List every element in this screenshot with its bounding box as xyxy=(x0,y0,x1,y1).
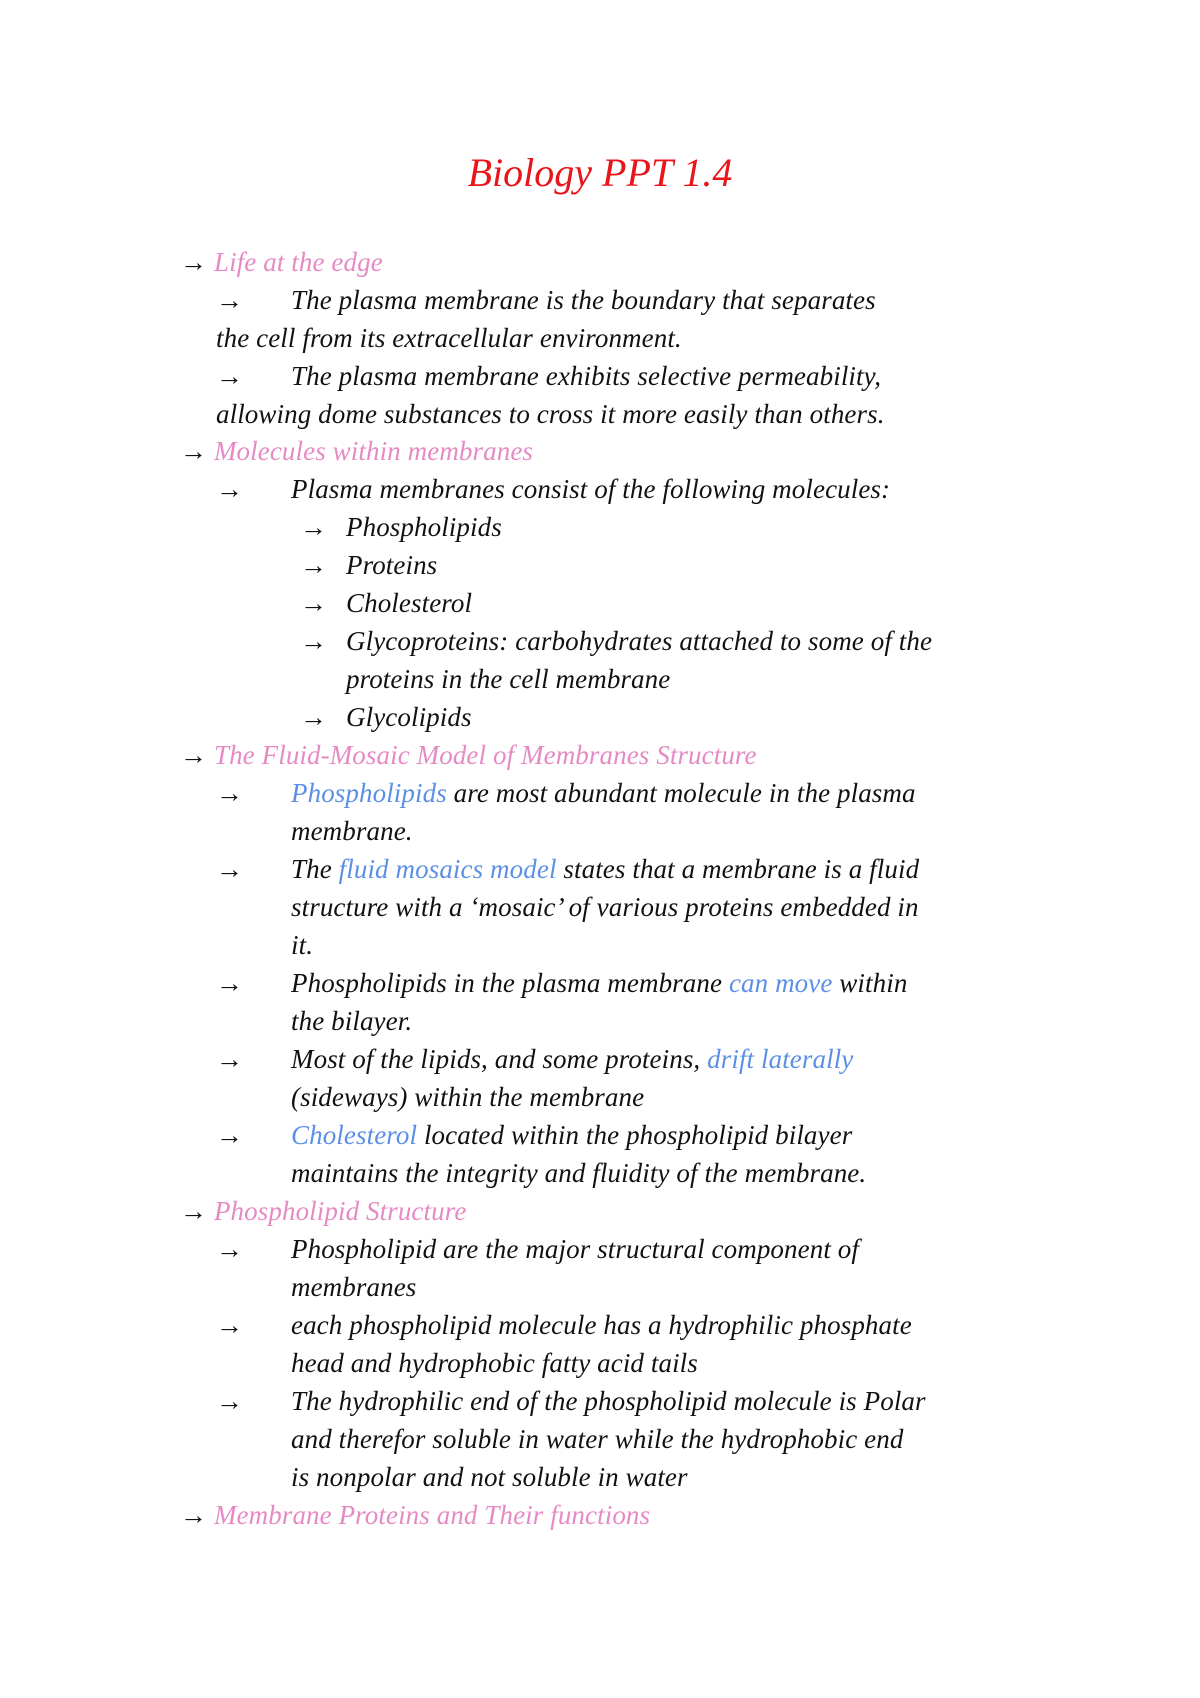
sub-bullet xyxy=(300,698,327,736)
arrow-icon: → xyxy=(300,588,328,618)
sub-bullet-text: proteins in the cell membrane xyxy=(346,664,671,694)
sub-bullet-text: Glycolipids xyxy=(346,702,472,732)
arrow-icon: → xyxy=(180,247,208,277)
bullet-line xyxy=(216,964,243,1002)
heading-text: Molecules within membranes xyxy=(213,436,534,466)
sub-bullet-text: Glycoproteins: carbohydrates attached to some of the xyxy=(346,626,933,656)
arrow-icon: → xyxy=(300,512,328,542)
bullet-text: The plasma membrane is the boundary that separates xyxy=(291,285,876,315)
bullet-line xyxy=(216,850,243,888)
arrow-icon: → xyxy=(300,626,328,656)
highlighted-term: fluid mosaics model xyxy=(338,854,557,884)
arrow-icon: → xyxy=(216,1044,244,1074)
text-run: states that a membrane is a fluid xyxy=(556,854,920,884)
bullet-text: is nonpolar and not soluble in water xyxy=(291,1462,688,1492)
sub-bullet-text: Proteins xyxy=(346,550,438,580)
bullet-line xyxy=(216,774,243,812)
arrow-icon: → xyxy=(216,1120,244,1150)
bullet-line xyxy=(216,1116,243,1154)
sub-bullet-text: Cholesterol xyxy=(346,588,473,618)
bullet-line xyxy=(216,1382,243,1420)
text-run: The xyxy=(291,854,339,884)
text-run: located within the phospholipid bilayer xyxy=(417,1120,853,1150)
bullet-text: the bilayer. xyxy=(291,1006,413,1036)
bullet-text: membranes xyxy=(291,1272,417,1302)
arrow-icon: → xyxy=(216,1386,244,1416)
highlighted-term: drift laterally xyxy=(707,1044,854,1074)
highlighted-term: Phospholipids xyxy=(291,778,447,808)
bullet-text xyxy=(291,964,907,1002)
bullet-line xyxy=(216,1040,243,1078)
bullet-text: it. xyxy=(291,930,314,960)
bullet-text: the cell from its extracellular environment. xyxy=(216,323,682,353)
document-title: Biology PPT 1.4 xyxy=(467,150,733,195)
sub-bullet xyxy=(300,622,327,660)
arrow-icon: → xyxy=(216,1234,244,1264)
section-heading xyxy=(180,432,533,470)
arrow-icon: → xyxy=(216,778,244,808)
text-run: Most of the lipids, and some proteins, xyxy=(291,1044,708,1074)
arrow-icon: → xyxy=(180,436,208,466)
text-run: are most abundant molecule in the plasma xyxy=(446,778,916,808)
bullet-text: membrane. xyxy=(291,816,413,846)
bullet-text: each phospholipid molecule has a hydrophilic phosphate xyxy=(291,1310,912,1340)
bullet-text: maintains the integrity and fluidity of the membrane. xyxy=(291,1158,867,1188)
heading-text: Life at the edge xyxy=(213,247,383,277)
highlighted-term: can move xyxy=(728,968,833,998)
arrow-icon: → xyxy=(180,740,208,770)
bullet-line xyxy=(216,357,243,395)
bullet-text: Phospholipid are the major structural component of xyxy=(291,1234,859,1264)
highlighted-term: Cholesterol xyxy=(291,1120,418,1150)
arrow-icon: → xyxy=(216,854,244,884)
section-heading xyxy=(180,1496,650,1534)
text-run: within xyxy=(832,968,908,998)
bullet-text: allowing dome substances to cross it more easily than others. xyxy=(216,399,885,429)
text-run: Phospholipids in the plasma membrane xyxy=(291,968,729,998)
bullet-text xyxy=(291,774,916,812)
sub-bullet xyxy=(300,508,327,546)
bullet-text: (sideways) within the membrane xyxy=(291,1082,645,1112)
bullet-line xyxy=(216,281,243,319)
bullet-text: Plasma membranes consist of the following molecules: xyxy=(291,474,891,504)
sub-bullet-text: Phospholipids xyxy=(346,512,502,542)
bullet-text xyxy=(291,1040,853,1078)
arrow-icon: → xyxy=(180,1196,208,1226)
bullet-line xyxy=(216,1306,243,1344)
arrow-icon: → xyxy=(216,968,244,998)
bullet-line xyxy=(216,470,243,508)
bullet-text: The plasma membrane exhibits selective permeability, xyxy=(291,361,882,391)
arrow-icon: → xyxy=(216,1310,244,1340)
bullet-text: The hydrophilic end of the phospholipid molecule is Polar xyxy=(291,1386,926,1416)
arrow-icon: → xyxy=(216,361,244,391)
sub-bullet xyxy=(300,584,327,622)
bullet-line xyxy=(216,1230,243,1268)
section-heading xyxy=(180,1192,466,1230)
bullet-text: structure with a ‘mosaic’ of various proteins embedded in xyxy=(291,892,919,922)
sub-bullet xyxy=(300,546,327,584)
heading-text: Membrane Proteins and Their functions xyxy=(213,1500,651,1530)
bullet-text: head and hydrophobic fatty acid tails xyxy=(291,1348,698,1378)
section-heading xyxy=(180,243,383,281)
heading-text: The Fluid-Mosaic Model of Membranes Structure xyxy=(213,740,757,770)
section-heading xyxy=(180,736,757,774)
bullet-text: and therefor soluble in water while the hydrophobic end xyxy=(291,1424,904,1454)
bullet-text xyxy=(291,850,919,888)
bullet-text xyxy=(291,1116,852,1154)
arrow-icon: → xyxy=(300,550,328,580)
arrow-icon: → xyxy=(180,1500,208,1530)
arrow-icon: → xyxy=(216,285,244,315)
arrow-icon: → xyxy=(216,474,244,504)
heading-text: Phospholipid Structure xyxy=(213,1196,467,1226)
arrow-icon: → xyxy=(300,702,328,732)
